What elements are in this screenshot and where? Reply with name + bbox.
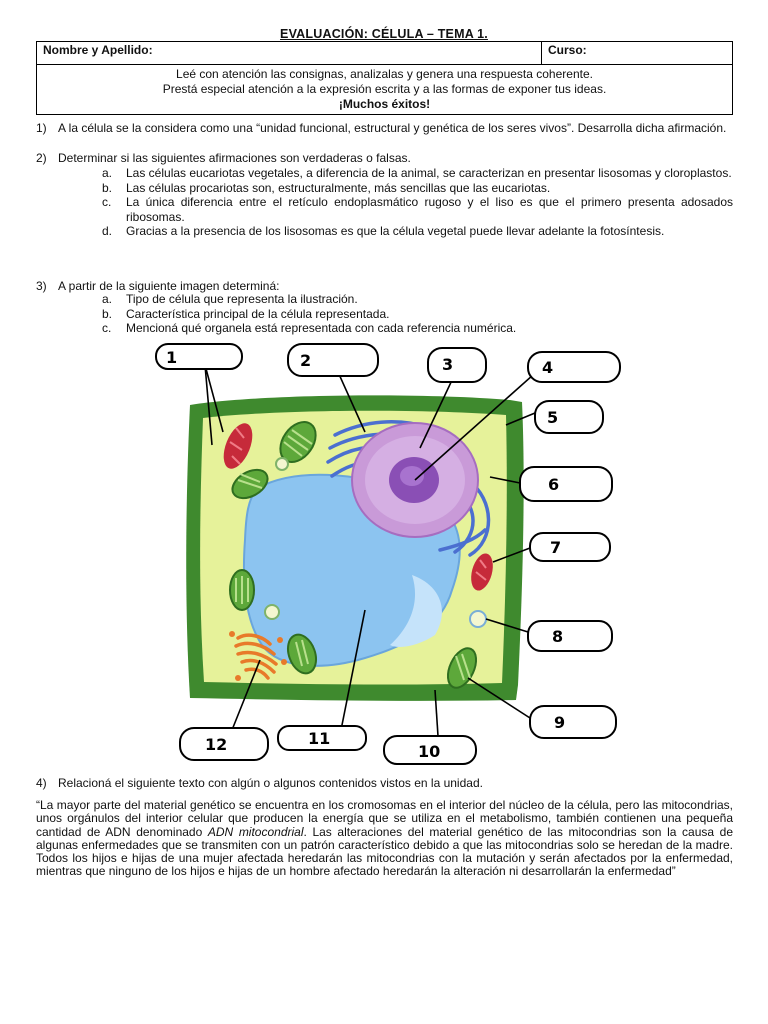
course-label: Curso: — [548, 43, 587, 57]
item-letter: b. — [102, 180, 113, 195]
label-number: 4 — [542, 358, 554, 377]
label-number: 10 — [418, 742, 441, 761]
label-number: 2 — [300, 351, 312, 370]
item-letter: c. — [102, 195, 112, 209]
label-number: 3 — [442, 355, 454, 374]
question-2 — [36, 151, 734, 166]
plant-cell-diagram — [150, 340, 640, 765]
item-letter: c. — [102, 321, 112, 335]
course-field[interactable] — [542, 42, 733, 65]
label-box-3[interactable] — [428, 348, 486, 382]
question-number: 4) — [36, 776, 47, 790]
label-number: 8 — [552, 627, 564, 646]
list-item — [102, 180, 736, 196]
item-text: Gracias a la presencia de los lisosomas es que la célula vegetal puede llevar adelante la fotosíntesis. — [126, 224, 665, 238]
item-text: La única diferencia entre el retículo endoplasmático rugoso y el liso es que el primero presenta adosados ribosomas. — [126, 195, 733, 224]
item-letter: d. — [102, 224, 113, 238]
label-box-1[interactable] — [156, 344, 242, 369]
question-text: A partir de la siguiente imagen determiná: — [58, 279, 280, 293]
item-text: Mencioná qué organela está representada con cada referencia numérica. — [126, 321, 517, 335]
label-box-9[interactable] — [530, 706, 616, 738]
name-field[interactable] — [37, 42, 542, 65]
item-text: Las células procariotas son, estructuralmente, más sencillas que las eucariotas. — [126, 180, 551, 195]
question-1 — [36, 121, 734, 136]
question-text: Relacioná el siguiente texto con algún o algunos contenidos vistos en la unidad. — [58, 776, 483, 790]
label-number: 11 — [308, 729, 331, 748]
instruction-line: Leé con atención las consignas, analizalas y genera una respuesta coherente. — [176, 67, 593, 81]
item-text: Tipo de célula que representa la ilustración. — [126, 292, 358, 306]
vesicle — [276, 458, 288, 470]
quote-italic-term: ADN mitocondrial — [207, 824, 304, 839]
label-box-11[interactable] — [278, 726, 366, 750]
label-number: 6 — [548, 475, 560, 494]
question-2-items — [36, 166, 736, 239]
label-box-4[interactable] — [528, 352, 620, 382]
label-box-10[interactable] — [384, 736, 476, 764]
item-letter: a. — [102, 292, 113, 306]
label-box-8[interactable] — [528, 621, 612, 651]
quote-text-start: “La mayor parte del material genético se encuentra en los cromosomas en el interior del núcleo de la célula, pero las mitocondrias, unos orgánulos del interior celular que producen la energía que se utiliza en el metabolismo, también contienen una pequeña cantidad de ADN denominado — [36, 798, 733, 839]
item-letter: b. — [102, 306, 113, 321]
list-item — [102, 292, 736, 307]
label-number: 9 — [554, 713, 566, 732]
question-number: 1) — [36, 121, 47, 135]
instructions-box — [37, 65, 733, 115]
label-box-12[interactable] — [180, 728, 268, 760]
question-number: 2) — [36, 151, 47, 165]
label-box-2[interactable] — [288, 344, 378, 376]
question-text: Determinar si las siguientes afirmaciones son verdaderas o falsas. — [58, 151, 411, 165]
label-number: 7 — [550, 538, 562, 557]
item-text: Las células eucariotas vegetales, a diferencia de la animal, se caracterizan en presentar lisosomas y cloroplastos. — [126, 166, 732, 180]
label-box-6[interactable] — [520, 467, 612, 501]
label-number: 5 — [547, 408, 559, 427]
list-item — [102, 321, 736, 336]
instruction-line: Prestá especial atención a la expresión escrita y a las formas de exponer tus ideas. — [162, 82, 607, 96]
label-box-7[interactable] — [530, 533, 610, 561]
vesicle — [470, 611, 486, 627]
list-item — [102, 195, 736, 224]
vesicle — [265, 605, 279, 619]
quote-paragraph — [36, 799, 733, 879]
list-item — [102, 224, 736, 239]
quote-text-end: . Las alteraciones del material genético de las mitocondrias son la causa de algunas enfermedades que se transmiten con un patrón característico debido a que las mitocondrias solo se heredan de la madre. Todos los hijos e hijas de una mujer afectada heredarán las mitocondrias con la mutación y serán afectados por la enfermedad, mientras que ninguno de los hijos e hijas de un hombre afectado heredarán la alteración ni desarrollarán la enfermedad” — [36, 824, 733, 879]
question-number: 3) — [36, 279, 47, 293]
item-text: Característica principal de la célula representada. — [126, 306, 390, 321]
name-label: Nombre y Apellido: — [43, 43, 153, 57]
list-item — [102, 306, 736, 322]
label-box-5[interactable] — [535, 401, 603, 433]
question-text: A la célula se la considera como una “unidad funcional, estructural y genética de los seres vivos”. Desarrolla dicha afirmación. — [58, 121, 727, 135]
header-table — [36, 41, 733, 115]
page-title: EVALUACIÓN: CÉLULA – TEMA 1. — [280, 27, 488, 41]
list-item — [102, 166, 736, 181]
item-letter: a. — [102, 166, 113, 180]
label-number: 1 — [166, 348, 178, 367]
label-number: 12 — [205, 735, 228, 754]
question-3-items — [36, 292, 736, 336]
question-4 — [36, 776, 734, 791]
good-luck-text: ¡Muchos éxitos! — [338, 97, 431, 111]
